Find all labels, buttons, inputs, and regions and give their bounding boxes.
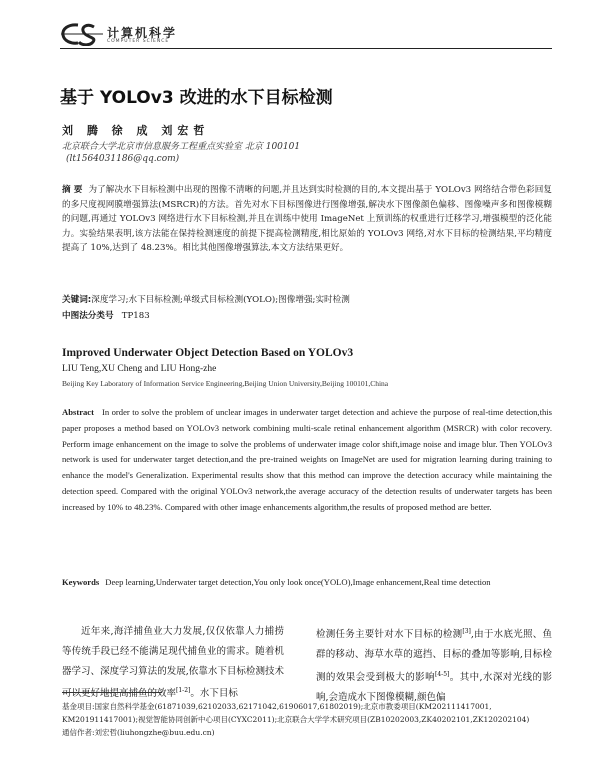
affiliation-cn: 北京联合大学北京市信息服务工程重点实验室 北京 100101 xyxy=(62,142,301,152)
abstract-en-text: In order to solve the problem of unclear images in underwater target detection and achieve the purpose of real-time detection,this paper proposes a method based on YOLOv3 network combining multi-scale retinal enhancement algorithm (MSRCR) with color recovery. Perform image enhancement on the image to solve the problems of underwater image color shift,image noise and image blur. Then YOLOv3 network is used for underwater target detection,and the pre-trained weights on ImageNet are used for migration learning during training to enhance the model's Generalization. Experimental results show that this method can improve the detection accuracy while maintaining the detection speed. Compared with the original YOLOv3 network,the average accuracy of the detection results of underwater targets has been increased by 10% to 48.23%. Compared with other image enhancements algorithm,the results of proposed method are better. xyxy=(62,407,552,512)
paper-title-en: Improved Underwater Object Detection Based on YOLOv3 xyxy=(62,347,354,359)
abstract-cn-label: 摘 要 xyxy=(62,185,83,195)
clc-number xyxy=(62,309,150,321)
body-left-text: 近年来,海洋捕鱼业大力发展,仅仅依靠人力捕捞等传统手段已经不能满足现代捕鱼业的需求。随着机器学习、深度学习算法的发展,依靠水下目标检测技术可以更好地提高捕鱼的效率 xyxy=(62,626,284,700)
keywords-en-text: Deep learning,Underwater target detection,You only look once(YOLO),Image enhancement,Real time detection xyxy=(105,577,491,587)
footnote-line: KM201911417001);视觉智能协同创新中心项目(CYXC2011);北京联合大学学术研究项目(ZB10202003,ZK40202101,ZK120202104) xyxy=(62,715,530,725)
citation: [3] xyxy=(462,628,471,635)
keywords-cn-label: 关键词: xyxy=(62,295,92,305)
citation: [4-5] xyxy=(435,670,450,678)
abstract-en-label: Abstract xyxy=(62,407,94,417)
body-left-text-cont: 。水下目标 xyxy=(190,688,238,700)
email-cn: (lt1564031186@qq.com) xyxy=(66,154,180,164)
keywords-en xyxy=(62,575,552,591)
abstract-en xyxy=(62,405,552,516)
authors-en: LIU Teng,XU Cheng and LIU Hong-zhe xyxy=(62,364,217,374)
journal-name-cn: 计算机科学 xyxy=(107,26,178,40)
abstract-cn-text: 为了解决水下目标检测中出现的图像不清晰的问题,并且达到实时检测的目的,本文提出基于 YOLOv3 网络结合带色彩回复的多尺度视网膜增强算法(MSRCR)的方法。首先对水下目标图像进行图像增强,解决水下图像颜色偏移、图像噪声多和图像模糊的问题,再通过 YOLOv3 网络进行水下目标检测,并且在训练中使用 ImageNet 上预训练的权重进行迁移学习,增强模型的泛化能力。实验结果表明,该方法能在保持检测速度的前提下提高检测精度,相比原始的 YOLOv3 网络,对水下目标的检测结果,平均精度提高了 10%,达到了 48.23%。相比其他图像增强算法,本文方法结果更好。 xyxy=(62,185,552,254)
authors-cn: 刘 腾 徐 成 刘宏哲 xyxy=(62,124,210,137)
abstract-cn xyxy=(62,183,552,256)
keywords-cn xyxy=(62,293,552,305)
footnote-rule xyxy=(62,692,162,693)
journal-name-en: COMPUTER SCIENCE xyxy=(107,39,170,44)
keywords-cn-text: 深度学习;水下目标检测;单级式目标检测(YOLO);图像增强;实时检测 xyxy=(91,295,350,305)
journal-logo-mark xyxy=(60,22,104,46)
body-right-text: 检测任务主要针对水下目标的检测 xyxy=(316,629,463,641)
keywords-en-label: Keywords xyxy=(62,577,100,587)
header-rule xyxy=(60,48,552,49)
clc-value: TP183 xyxy=(121,311,150,321)
footnote-line: 基金项目:国家自然科学基金(61871039,62102033,62171042,61906017,61802019);北京市教委项目(KM202111417001, xyxy=(62,702,492,711)
clc-label: 中图法分类号 xyxy=(62,311,114,321)
footnote-line: 通信作者:刘宏哲(liuhongzhe@buu.edu.cn) xyxy=(62,728,215,738)
paper-title-cn: 基于 YOLOv3 改进的水下目标检测 xyxy=(60,88,333,108)
body-right-text-end: 。其中,水深对光线的影响,会造成水下图像模糊,颜色偏 xyxy=(316,671,552,703)
journal-logo xyxy=(60,22,210,48)
body-right-text-cont: ,由于水底光照、鱼群的移动、海草水草的遮挡、目标的叠加等影响,目标检测的效果会受到极大的影响 xyxy=(316,629,552,683)
body-column-right xyxy=(316,622,552,708)
citation: [1-2] xyxy=(176,687,191,695)
footnotes xyxy=(62,700,557,740)
affiliation-en: Beijing Key Laboratory of Information Service Engineering,Beijing Union University,Beijing 100101,China xyxy=(62,379,389,388)
